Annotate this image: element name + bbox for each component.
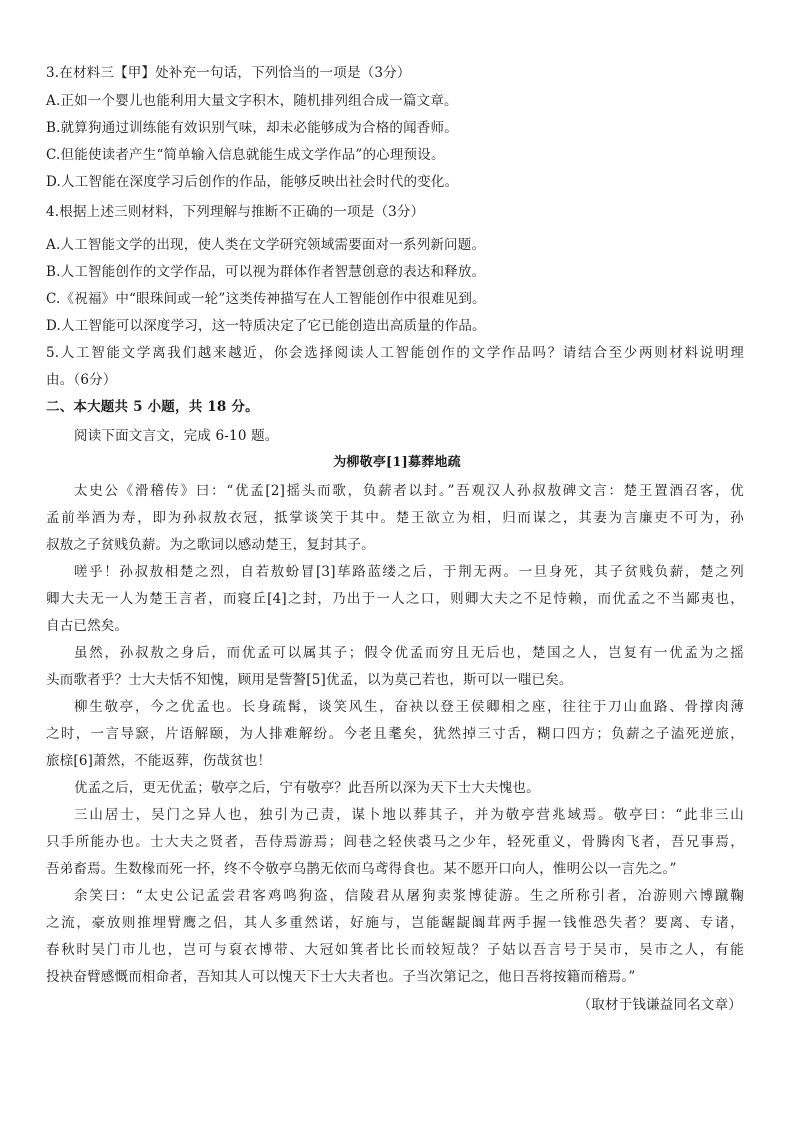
passage-line: 虽然，孙叔敖之身后，而优孟可以属其子；假令优孟而穷且无后也，楚国之人，岂复有一优孟为之摇 [74,645,744,661]
passage-line: 叔敖之子贫贱负薪。为之歌词以感动楚王，复封其子。 [46,537,375,553]
q3-option-a: A.正如一个婴儿也能利用大量文字积木，随机排列组合成一篇文章。 [46,93,458,109]
passage-line: 吾弟畜焉。生数椽而死一抔，终不令敬亭乌鹊无依而乌鸢得食也。某不愿开口向人，惟明公以一言先之。” [46,861,677,877]
q4-option-c: C.《祝福》中“眼珠间或一轮”这类传神描写在人工智能创作中很难见到。 [46,291,486,307]
q4-option-d: D.人工智能可以深度学习，这一特质决定了它已能创造出高质量的作品。 [46,318,486,334]
q5-line2: 由。（6分） [46,372,117,388]
passage-line: 卿大夫无一人为楚王言者，而寝丘[4]之封，乃出于一人之口，则卿大夫之不足恃赖，而优孟之不当鄙夷也， [46,591,744,607]
q5-line1: 5.人工智能文学离我们越来越近，你会选择阅读人工智能创作的文学作品吗？请结合至少两则材料说明理 [46,345,744,361]
q4-stem: 4.根据上述三则材料，下列理解与推断不正确的一项是（3分） [46,204,425,220]
passage-title: 为柳敬亭[1]募葬地疏 [333,455,461,470]
passage-line: 之时，一言导窾，片语解颐，为人排难解纷。今老且耄矣，犹然掉三寸舌，糊口四方；负薪之子溘死逆旅， [46,726,744,742]
q4-option-b: B.人工智能创作的文学作品，可以视为群体作者智慧创意的表达和释放。 [46,264,486,280]
passage-line: 旅榇[6]萧然，不能返葬，伤哉贫也！ [46,753,272,769]
passage-line: 余笑曰：“太史公记孟尝君客鸡鸣狗盗，信陵君从屠狗卖浆博徒游。生之所称引者，冶游则六博蹴鞠 [74,888,744,904]
section2-instruction: 阅读下面文言文，完成 6-10 题。 [74,428,279,444]
passage-line: 只手所能办也。士大夫之贤者，吾侍焉游焉；闾巷之轻侠裘马之少年，轻死重义，骨腾肉飞者，吾兄事焉， [46,834,744,850]
passage-line: 优孟之后，更无优孟；敬亭之后，宁有敬亭？此吾所以深为天下士大夫愧也。 [74,780,540,796]
passage-line: 头而歌者乎？士大夫恬不知愧，顾用是訾謷[5]优孟，以为莫己若也，斯可以一嗤已矣。 [46,672,573,688]
passage-line: 嗟乎！孙叔敖相楚之烈，自若敖蚡冒[3]荜路蓝缕之后，于荆无两。一旦身死，其子贫贱负薪，楚之列 [74,564,744,580]
q3-stem: 3.在材料三【甲】处补充一句话，下列恰当的一项是（3分） [46,65,411,81]
q3-option-c: C.但能使读者产生“简单输入信息就能生成文学作品”的心理预设。 [46,147,445,163]
passage-line: 投袂奋臂感慨而相命者，吾知其人可以愧天下士大夫者也。子当次第记之，他日吾将按籍而稽焉。” [46,969,636,985]
passage-line: 三山居士，吴门之异人也，独引为己责，谋卜地以葬其子，并为敬亭营兆域焉。敬亭曰：“此非三山 [74,807,744,823]
q3-option-d: D.人工智能在深度学习后创作的作品，能够反映出社会时代的变化。 [46,174,459,190]
passage-line: 之流，豪放则推埋臂鹰之侣，其人多重然诺，好施与，岂能龌龊阘茸两手握一钱惟恐失者？要离、专诸， [46,915,744,931]
source-note: （取材于钱谦益同名文章） [577,997,742,1013]
q3-option-b: B.就算狗通过训练能有效识别气味，却未必能够成为合格的闻香师。 [46,120,458,136]
passage-line: 太史公《滑稽传》曰：“优孟[2]摇头而歌，负薪者以封。”吾观汉人孙叔敖碑文言：楚王置酒召客，优 [74,483,744,499]
passage-line: 孟前举酒为寿，即为孙叔敖衣冠，抵掌谈笑于其中。楚王欲立为相，归而谋之，其妻为言廉吏不可为，孙 [46,510,744,526]
passage-line: 柳生敬亭，今之优孟也。长身疏髯，谈笑风生，奋袂以登王侯卿相之座，往往于刀山血路、骨撑肉薄 [74,699,744,715]
section2-heading: 二、本大题共 5 小题，共 18 分。 [46,399,259,415]
q4-option-a: A.人工智能文学的出现，使人类在文学研究领域需要面对一系列新问题。 [46,237,486,253]
passage-line: 春秋时吴门市儿也，岂可与裒衣博带、大冠如箕者比长而较短哉？子姑以吾言号于吴市，吴市之人，有能 [46,942,744,958]
passage-line: 自古已然矣。 [46,618,129,634]
